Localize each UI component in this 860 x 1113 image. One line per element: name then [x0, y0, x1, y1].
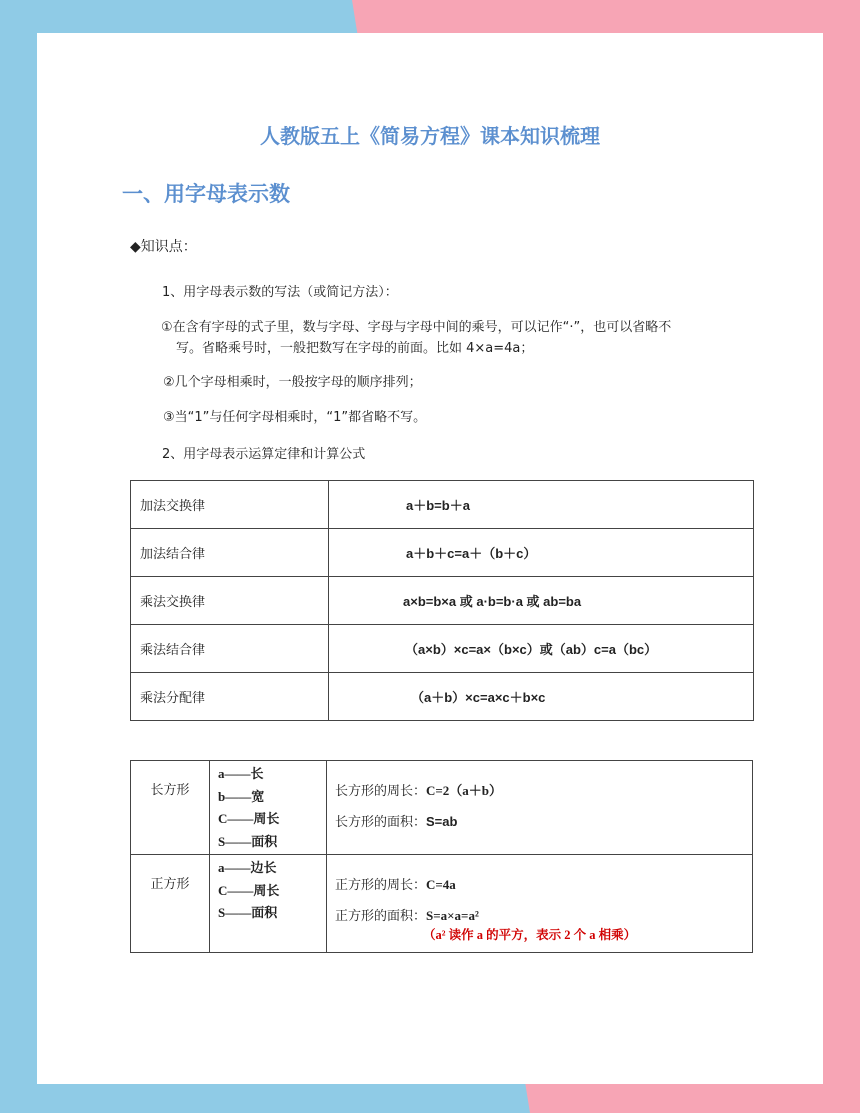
law-name: 乘法交换律 — [131, 577, 329, 625]
area-label: 正方形的面积： — [335, 909, 427, 924]
table-row — [131, 761, 753, 855]
perimeter-label: 正方形的周长： — [335, 878, 427, 893]
laws-table — [130, 480, 754, 721]
area-formula: S=a×a=a² — [426, 908, 479, 923]
point-1: 1、用字母表示数的写法（或简记方法）： — [162, 285, 398, 300]
rule-3: ③当“1”与任何字母相乘时，“1”都省略不写。 — [163, 410, 427, 425]
law-name: 乘法结合律 — [131, 625, 329, 673]
perimeter-line — [335, 780, 751, 799]
law-formula: a＋b＋c=a＋（b＋c） — [329, 529, 754, 577]
rule-1-line-1: ①在含有字母的式子里，数与字母、字母与字母中间的乘号，可以记作“·”，也可以省略不 — [161, 320, 672, 335]
law-formula: a×b=b×a 或 a·b=b·a 或 ab=ba — [329, 577, 754, 625]
variable-item: S——面积 — [218, 905, 278, 920]
section-heading: 一、用字母表示数 — [122, 182, 290, 206]
law-name: 加法结合律 — [131, 529, 329, 577]
variable-item: b——宽 — [218, 788, 265, 804]
square-note: （a² 读作 a 的平方，表示 2 个 a 相乘） — [423, 928, 637, 942]
shape-name: 长方形 — [131, 761, 210, 855]
shapes-table — [130, 760, 753, 953]
rule-1-line-2: 写。省略乘号时，一般把数写在字母的前面。比如 4×a=4a； — [176, 341, 534, 356]
perimeter-formula: C=4a — [426, 877, 456, 892]
law-name: 加法交换律 — [131, 481, 329, 529]
rule-2: ②几个字母相乘时，一般按字母的顺序排列； — [163, 375, 422, 390]
area-line — [335, 905, 751, 924]
table-row — [131, 673, 754, 721]
shape-formulas — [327, 855, 753, 953]
variable-item: C——周长 — [218, 811, 280, 826]
shape-formulas — [327, 761, 753, 855]
perimeter-label: 长方形的周长： — [335, 784, 427, 799]
law-formula: a＋b=b＋a — [329, 481, 754, 529]
law-formula: （a×b）×c=a×（b×c）或（ab）c=a（bc） — [329, 625, 754, 673]
table-row — [131, 855, 753, 953]
area-label: 长方形的面积： — [335, 815, 427, 830]
point-2: 2、用字母表示运算定律和计算公式 — [162, 447, 366, 462]
area-formula: S=ab — [426, 814, 458, 829]
table-row — [131, 625, 754, 673]
law-formula: （a＋b）×c=a×c＋b×c — [329, 673, 754, 721]
shape-variables — [210, 761, 327, 855]
table-row — [131, 577, 754, 625]
knowledge-points-label: ◆知识点： — [130, 239, 197, 255]
law-name: 乘法分配律 — [131, 673, 329, 721]
document-title: 人教版五上《简易方程》课本知识梳理 — [260, 124, 600, 148]
variable-item: a——长 — [218, 766, 264, 781]
perimeter-formula: C=2（a＋b） — [426, 783, 503, 798]
table-row — [131, 529, 754, 577]
variable-item: C——周长 — [218, 882, 280, 898]
area-line — [335, 811, 751, 830]
perimeter-line — [335, 874, 751, 893]
variable-item: S——面积 — [218, 833, 278, 849]
variable-item: a——边长 — [218, 860, 277, 875]
shape-variables — [210, 855, 327, 953]
shape-name: 正方形 — [131, 855, 210, 953]
table-row — [131, 481, 754, 529]
